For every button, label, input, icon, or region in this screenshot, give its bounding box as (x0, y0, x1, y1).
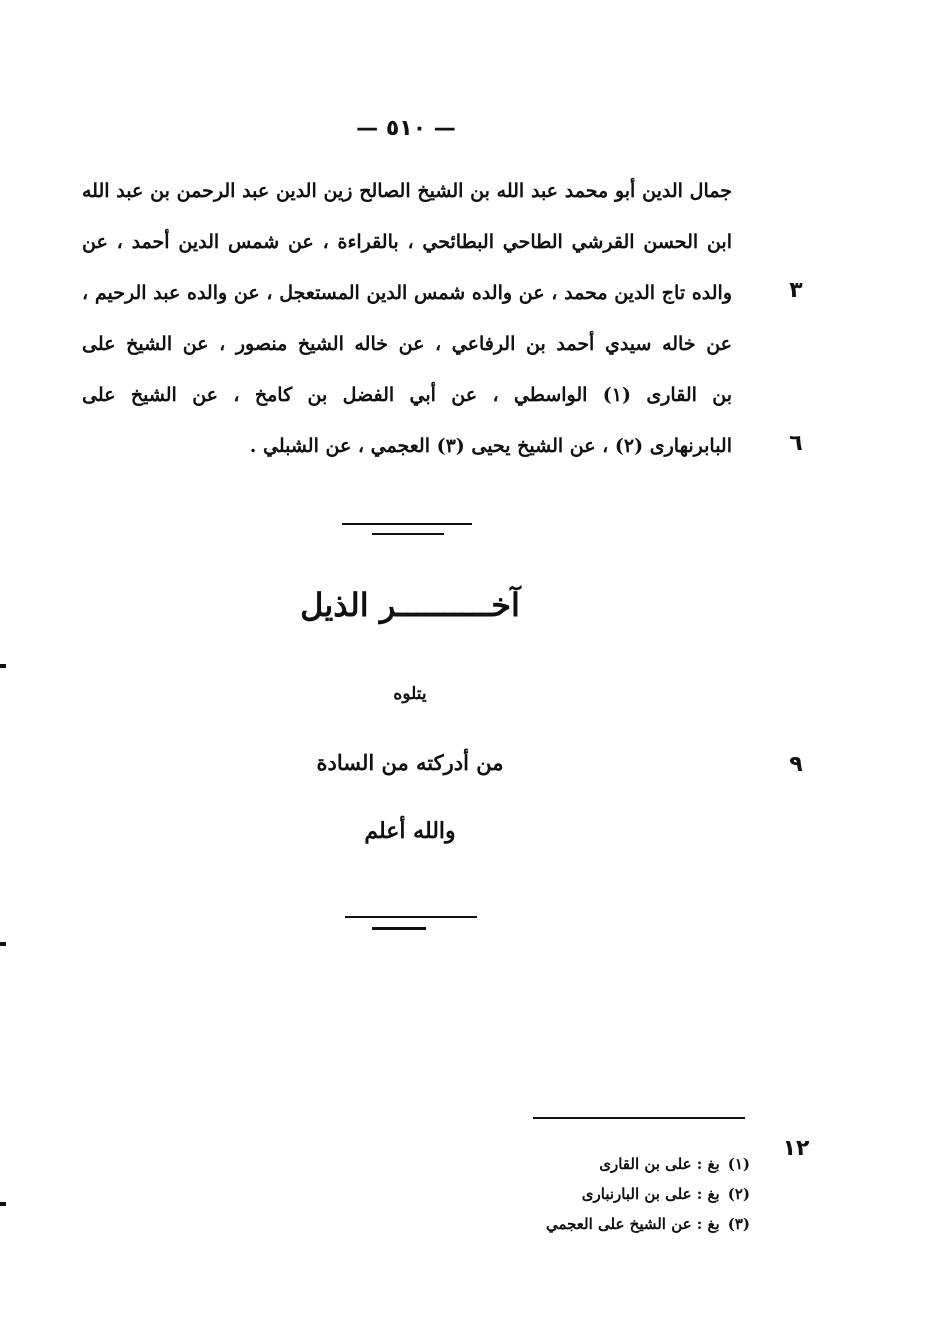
footnote-text: بغ : على بن البارنبارى (581, 1185, 720, 1203)
footnote-2 (470, 1181, 750, 1207)
colophon-next-work: من أدركته من السادة (316, 750, 504, 775)
body-line-3: والده تاج الدين محمد ، عن والده شمس الدين المستعجل ، عن والده عبد الرحيم ، (82, 282, 732, 304)
line-number-12: ١٢ (782, 1136, 810, 1161)
footnote-3 (470, 1211, 750, 1237)
body-line-6: البابرنهارى (٢) ، عن الشيخ يحيى (٣) العجمي ، عن الشبلي . (249, 435, 732, 457)
line-number-9: ٩ (789, 752, 803, 777)
footnote-text: بغ : عن الشيخ على العجمي (545, 1215, 720, 1233)
colophon-title: آخــــــــــر الذيل (300, 586, 520, 624)
separator-rule-bottom (345, 916, 477, 918)
line-number-6: ٦ (789, 431, 803, 456)
separator-rule-bottom-short (372, 927, 426, 930)
footnote-marker: (٢) (727, 1185, 750, 1203)
body-line-4: عن خاله سيدي أحمد بن الرفاعي ، عن خاله الشيخ منصور ، عن الشيخ على (82, 333, 732, 355)
line-number-3: ٣ (789, 278, 803, 303)
separator-rule-top-short (372, 533, 444, 535)
scan-edge-mark (0, 942, 6, 946)
scan-edge-mark (0, 664, 6, 668)
body-line-5: بن القارى (١) الواسطي ، عن أبي الفضل بن كامخ ، عن الشيخ على (82, 384, 732, 406)
page-number: — ٥١٠ — (356, 116, 456, 141)
footnote-rule (533, 1117, 745, 1119)
footnote-marker: (٣) (727, 1215, 750, 1233)
scan-edge-mark (0, 1202, 6, 1206)
footnote-text: بغ : على بن القارى (599, 1155, 720, 1173)
body-line-1: جمال الدين أبو محمد عبد الله بن الشيخ الصالح زين الدين عبد الرحمن بن عبد الله (82, 180, 732, 202)
footnote-1 (470, 1151, 750, 1177)
colophon-follows: يتلوه (393, 684, 427, 704)
colophon-closing: والله أعلم (364, 818, 456, 844)
separator-rule-top (342, 523, 472, 525)
footnote-marker: (١) (727, 1155, 750, 1173)
body-line-2: ابن الحسن القرشي الطاحي البطائحي ، بالقراءة ، عن شمس الدين أحمد ، عن (82, 231, 732, 253)
